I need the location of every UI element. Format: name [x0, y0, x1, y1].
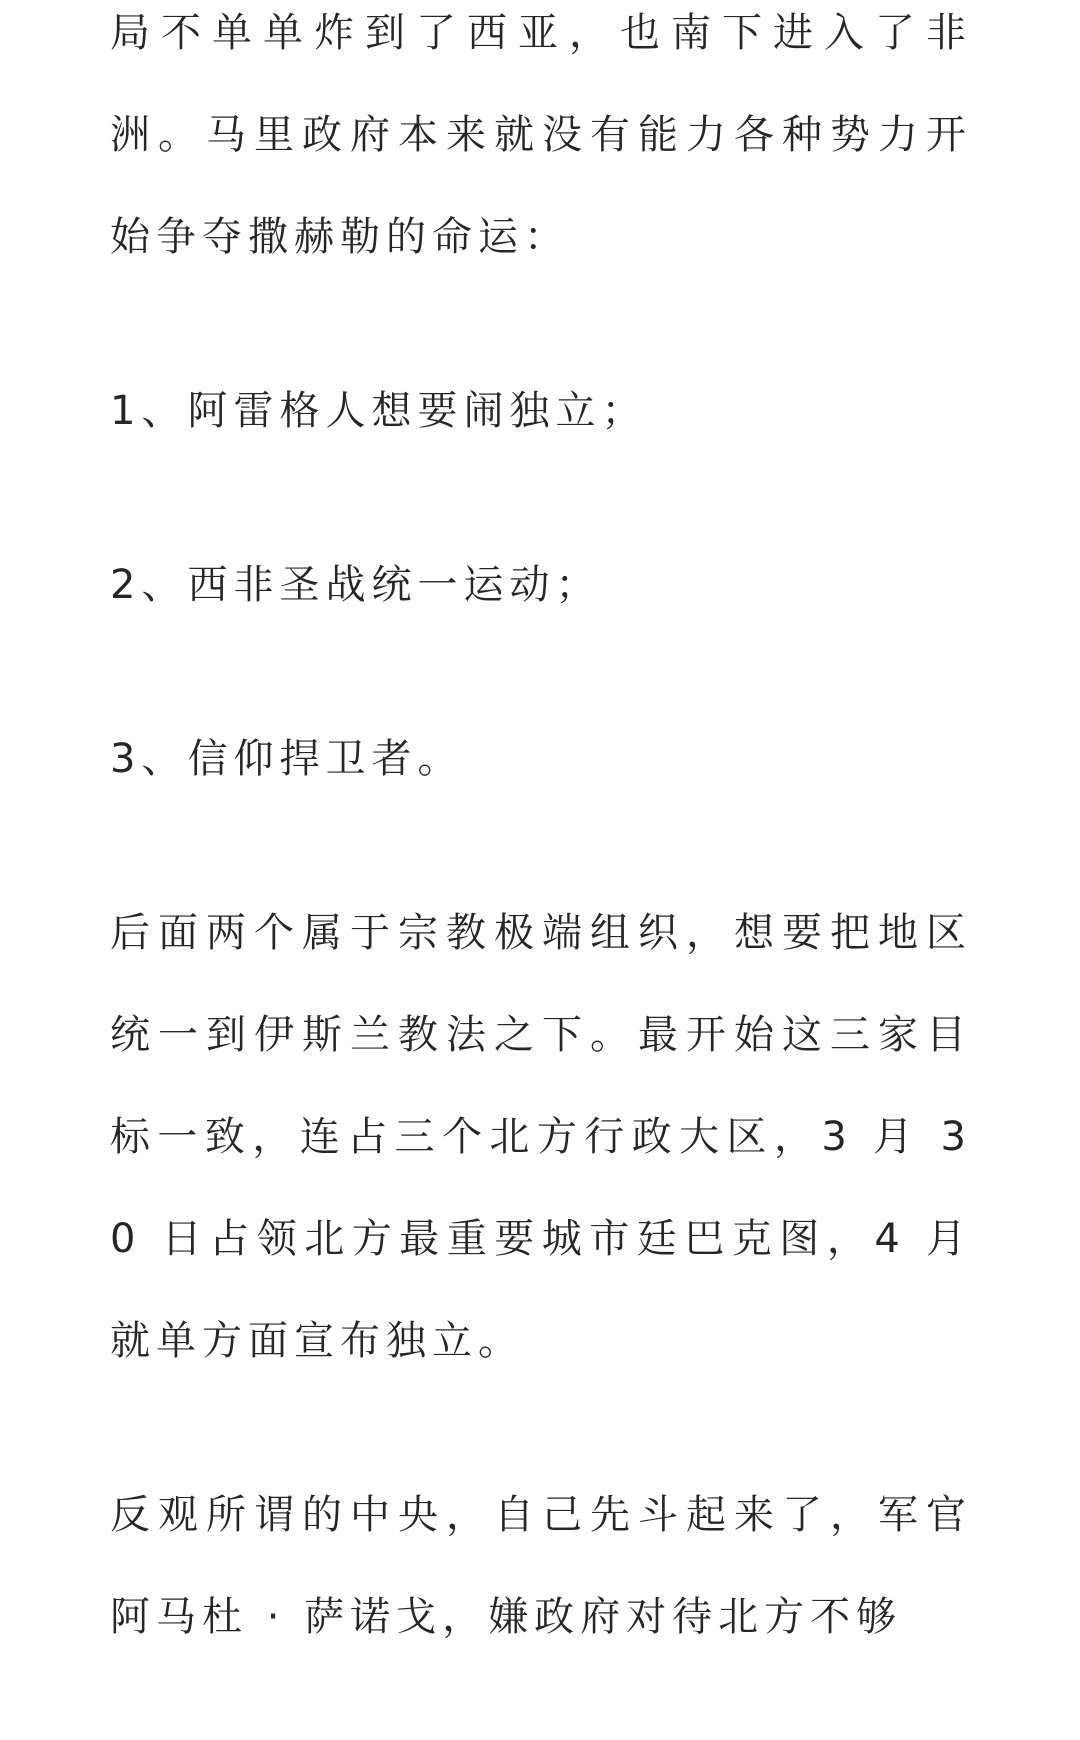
paragraph-central-government: 反观所谓的中央，自己先斗起来了，军官阿马杜 · 萨诺戈，嫌政府对待北方不够 [110, 1492, 972, 1640]
list-item-1: 1、阿雷格人想要闹独立； [110, 388, 648, 434]
list-item-2: 2、西非圣战统一运动； [110, 562, 602, 608]
list-item-3: 3、信仰捍卫者。 [110, 736, 464, 782]
paragraph-intro: 局不单单炸到了西亚，也南下进入了非洲。马里政府本来就没有能力各种势力开始争夺撒赫勒的命运： [110, 10, 972, 260]
paragraph-independence: 后面两个属于宗教极端组织，想要把地区统一到伊斯兰教法之下。最开始这三家目标一致，连占三个北方行政大区，3 月 30 日占领北方最重要城市廷巴克图，4 月就单方面宣布独立。 [110, 910, 972, 1364]
article-body [110, 0, 972, 1740]
